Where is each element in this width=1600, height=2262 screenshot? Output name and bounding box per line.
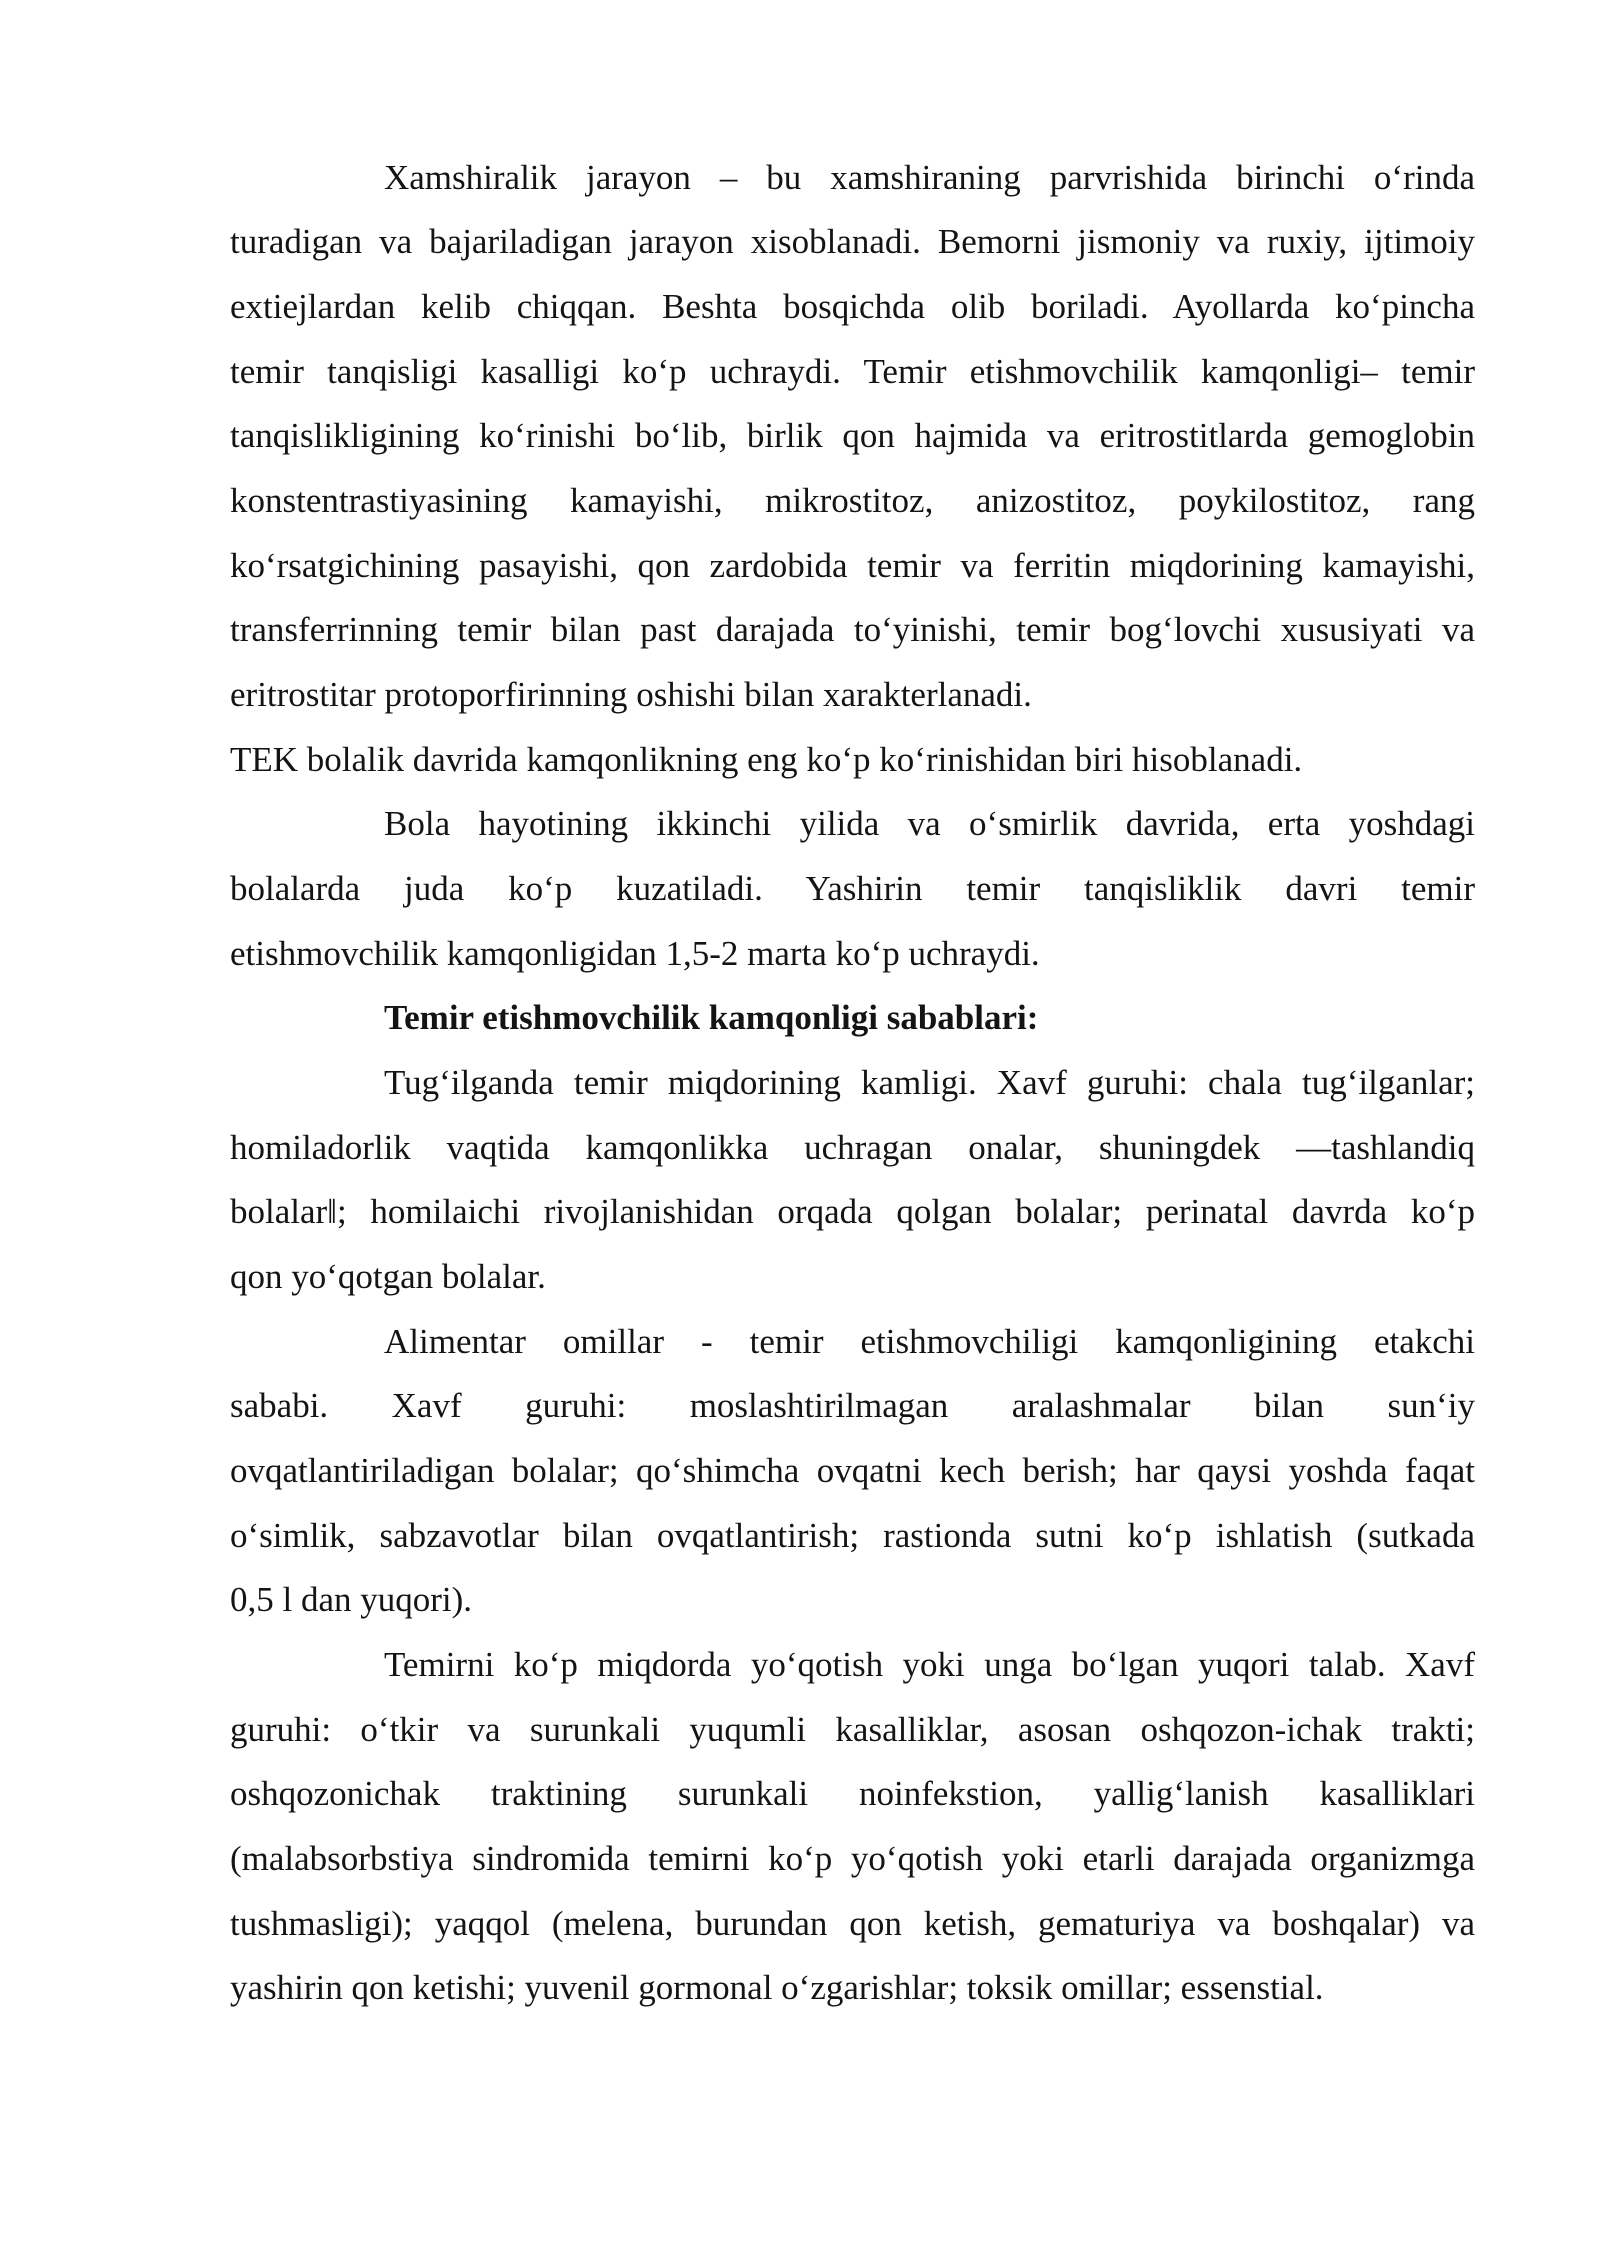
section-heading: Temir etishmovchilik kamqonligi sabablari:: [384, 998, 1039, 1037]
paragraph-6-line-3: oshqozonichak traktining surunkali noinfekstion, yallig‘lanish kasalliklari: [230, 1774, 1475, 1813]
paragraph-1-line-2: turadigan va bajariladigan jarayon xisoblanadi. Bemorni jismoniy va ruxiy, ijtimoiy: [230, 222, 1475, 261]
paragraph-4-line-3: bolalar‖; homilaichi rivojlanishidan orqada qolgan bolalar; perinatal davrda ko‘p: [230, 1192, 1475, 1231]
paragraph-6-line-2: guruhi: o‘tkir va surunkali yuqumli kasalliklar, asosan oshqozon-ichak trakti;: [230, 1710, 1475, 1749]
paragraph-3-line-2: bolalarda juda ko‘p kuzatiladi. Yashirin temir tanqisliklik davri temir: [230, 869, 1475, 908]
paragraph-1-line-9: eritrostitar protoporfirinning oshishi bilan xarakterlanadi.: [230, 675, 1032, 714]
paragraph-5-line-1: Alimentar omillar - temir etishmovchiligi kamqonligining etakchi: [384, 1322, 1475, 1361]
paragraph-1-line-1: Xamshiralik jarayon – bu xamshiraning parvrishida birinchi o‘rinda: [384, 158, 1475, 197]
paragraph-1-line-6: konstentrastiyasining kamayishi, mikrostitoz, anizostitoz, poykilostitoz, rang: [230, 481, 1475, 520]
paragraph-6-line-6: yashirin qon ketishi; yuvenil gormonal o‘zgarishlar; toksik omillar; essenstial.: [230, 1968, 1324, 2007]
paragraph-3-line-3: etishmovchilik kamqonligidan 1,5-2 marta ko‘p uchraydi.: [230, 934, 1040, 973]
paragraph-5-line-2: sababi. Xavf guruhi: moslashtirilmagan aralashmalar bilan sun‘iy: [230, 1386, 1475, 1425]
paragraph-4-line-4: qon yo‘qotgan bolalar.: [230, 1257, 546, 1296]
paragraph-1-line-8: transferrinning temir bilan past darajada to‘yinishi, temir bog‘lovchi xususiyati va: [230, 610, 1475, 649]
paragraph-6-line-1: Temirni ko‘p miqdorda yo‘qotish yoki unga bo‘lgan yuqori talab. Xavf: [384, 1645, 1475, 1684]
paragraph-3-line-1: Bola hayotining ikkinchi yilida va o‘smirlik davrida, erta yoshdagi: [384, 804, 1475, 843]
paragraph-5-line-5: 0,5 l dan yuqori).: [230, 1580, 473, 1619]
paragraph-5-line-4: o‘simlik, sabzavotlar bilan ovqatlantirish; rastionda sutni ko‘p ishlatish (sutkada: [230, 1516, 1475, 1555]
paragraph-5-line-3: ovqatlantiriladigan bolalar; qo‘shimcha ovqatni kech berish; har qaysi yoshda faqat: [230, 1451, 1475, 1490]
paragraph-1-line-5: tanqislikligining ko‘rinishi bo‘lib, birlik qon hajmida va eritrostitlarda gemoglobin: [230, 416, 1475, 455]
paragraph-1-line-4: temir tanqisligi kasalligi ko‘p uchraydi. Temir etishmovchilik kamqonligi– temir: [230, 352, 1475, 391]
paragraph-4-line-1: Tug‘ilganda temir miqdorining kamligi. Xavf guruhi: chala tug‘ilganlar;: [384, 1063, 1475, 1102]
paragraph-2-line-1: TEK bolalik davrida kamqonlikning eng ko‘p ko‘rinishidan biri hisoblanadi.: [230, 740, 1303, 779]
paragraph-1-line-3: extiejlardan kelib chiqqan. Beshta bosqichda olib boriladi. Ayollarda ko‘pincha: [230, 287, 1475, 326]
paragraph-4-line-2: homiladorlik vaqtida kamqonlikka uchragan onalar, shuningdek ―tashlandiq: [230, 1128, 1475, 1167]
paragraph-6-line-4: (malabsorbstiya sindromida temirni ko‘p yo‘qotish yoki etarli darajada organizmga: [230, 1839, 1475, 1878]
paragraph-6-line-5: tushmasligi); yaqqol (melena, burundan qon ketish, gematuriya va boshqalar) va: [230, 1904, 1475, 1943]
paragraph-1-line-7: ko‘rsatgichining pasayishi, qon zardobida temir va ferritin miqdorining kamayishi,: [230, 546, 1475, 585]
